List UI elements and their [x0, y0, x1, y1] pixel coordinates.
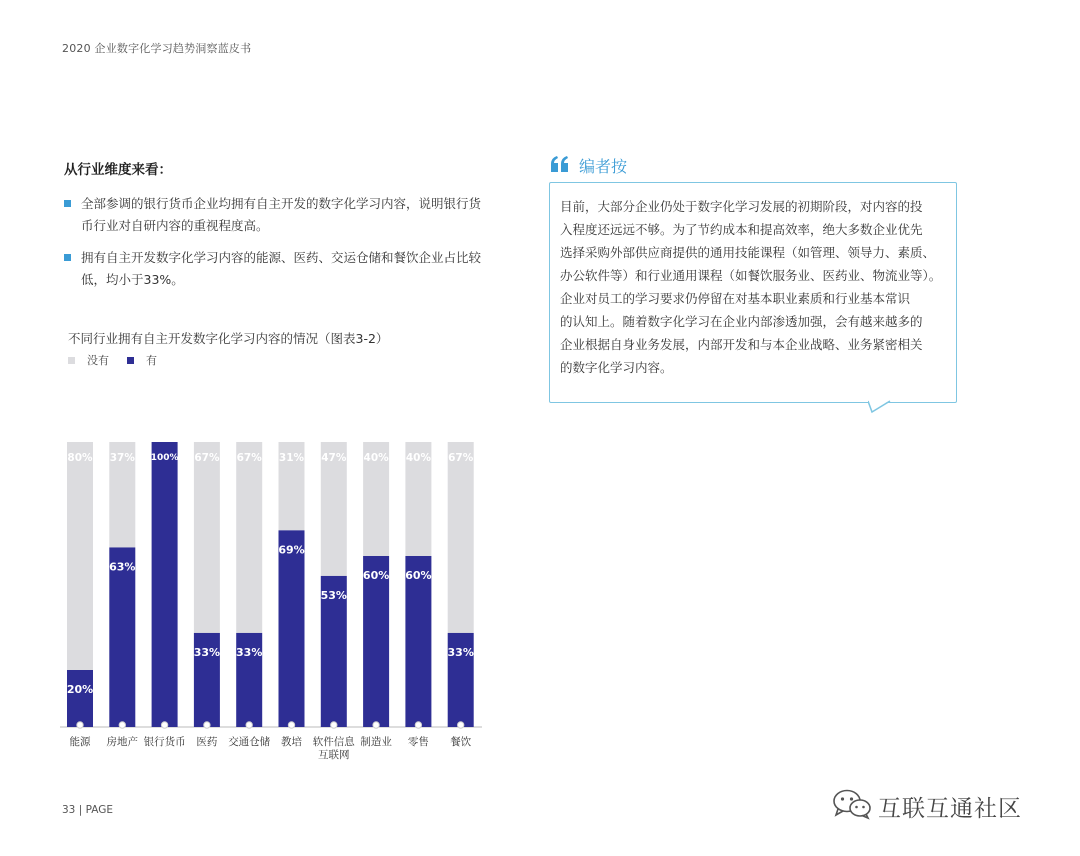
x-tick-label: 零售 [407, 736, 429, 748]
bar-no [194, 442, 220, 633]
data-label-yes: 20% [66, 683, 94, 696]
note-line: 选择采购外部供应商提供的通用技能课程（如管理、领导力、素质、 [560, 245, 936, 260]
x-tick-label: 软件信息 [312, 736, 355, 748]
x-tick-label: 能源 [69, 736, 91, 748]
axis-dot [119, 722, 125, 728]
axis-dot [246, 722, 252, 728]
data-label-yes: 33% [193, 645, 221, 659]
note-line: 目前，大部分企业仍处于数字化学习发展的初期阶段，对内容的投 [560, 199, 923, 214]
data-label-yes: 63% [109, 560, 136, 574]
watermark [832, 788, 1022, 824]
bar-no [67, 442, 93, 670]
data-label-no: 80% [67, 452, 93, 464]
x-tick-label: 教培 [281, 736, 302, 748]
axis-dot [373, 722, 379, 728]
data-label-no: 67% [236, 452, 262, 464]
data-label-yes: 53% [320, 588, 347, 602]
data-label-no: 37% [109, 452, 135, 464]
x-tick-label: 餐饮 [450, 736, 472, 748]
bar-chart [0, 0, 500, 780]
note-line: 企业对员工的学习要求仍停留在对基本职业素质和行业基本常识 [560, 291, 911, 306]
data-label-no: 31% [278, 452, 305, 464]
x-tick-label: 制造业 [360, 736, 392, 748]
wechat-icon [832, 788, 872, 824]
editor-note-box [549, 182, 957, 403]
axis-dot [161, 722, 167, 728]
x-tick-label: 互联网 [318, 749, 350, 761]
axis-dot [204, 722, 210, 728]
legend-label-yes: 有 [146, 354, 157, 367]
watermark-text: 互联互通社区 [878, 795, 1022, 822]
speech-tail-icon [868, 400, 892, 414]
data-label-no: 47% [321, 452, 347, 464]
data-label-yes: 60% [405, 569, 432, 582]
bar-yes [67, 670, 93, 727]
data-label-yes: 69% [278, 543, 305, 557]
x-tick-label: 银行货币 [143, 736, 186, 748]
note-line: 的认知上。随着数字化学习在企业内部渗透加强，会有越来越多的 [560, 314, 923, 329]
quote-icon [549, 156, 571, 176]
x-tick-label: 医药 [196, 736, 218, 748]
page-number: 33 | PAGE [62, 804, 114, 816]
note-line: 企业根据自身业务发展，内部开发和与本企业战略、业务紧密相关 [560, 337, 923, 352]
axis-dot [415, 722, 421, 728]
data-label-yes: 100% [150, 453, 179, 463]
data-label-no: 40% [405, 452, 431, 464]
note-line: 入程度还远远不够。为了节约成本和提高效率，绝大多数企业优先 [560, 222, 923, 237]
bar-no [236, 442, 262, 633]
data-label-no: 40% [363, 452, 389, 464]
axis-dot [331, 722, 337, 728]
section-heading: 从行业维度来看： [64, 162, 172, 178]
data-label-yes: 33% [236, 645, 263, 659]
bar-no [448, 442, 474, 633]
data-label-no: 67% [448, 452, 474, 464]
axis-dot [77, 722, 83, 728]
note-line: 办公软件等）和行业通用课程（如餐饮服务业、医药业、物流业等）。 [560, 268, 942, 283]
axis-dot [288, 722, 294, 728]
bar-yes [279, 530, 305, 727]
chart-title: 不同行业拥有自主开发数字化学习内容的情况（图表3-2） [68, 331, 389, 346]
bullet-text: 拥有自主开发数字化学习内容的能源、医药、交运仓储和餐饮企业占比较低，均小于33%。 [81, 250, 482, 287]
axis-dot [458, 722, 464, 728]
bullet-text: 全部参调的银行货币企业均拥有自主开发的数字化学习内容，说明银行货币行业对自研内容的重视程度高。 [81, 196, 482, 233]
x-tick-label: 房地产 [106, 736, 139, 748]
header-title: 2020 企业数字化学习趋势洞察蓝皮书 [62, 42, 252, 55]
bar-yes [152, 442, 178, 727]
bar-yes [109, 547, 135, 727]
editor-note-header [549, 154, 627, 177]
data-label-yes: 60% [362, 569, 390, 582]
note-line: 的数字化学习内容。 [560, 360, 673, 375]
editor-note-title: 编者按 [579, 157, 628, 176]
legend-label-no: 没有 [87, 354, 109, 367]
data-label-no: 67% [194, 452, 220, 464]
x-tick-label: 交通仓储 [228, 736, 271, 748]
data-label-yes: 33% [447, 645, 474, 659]
